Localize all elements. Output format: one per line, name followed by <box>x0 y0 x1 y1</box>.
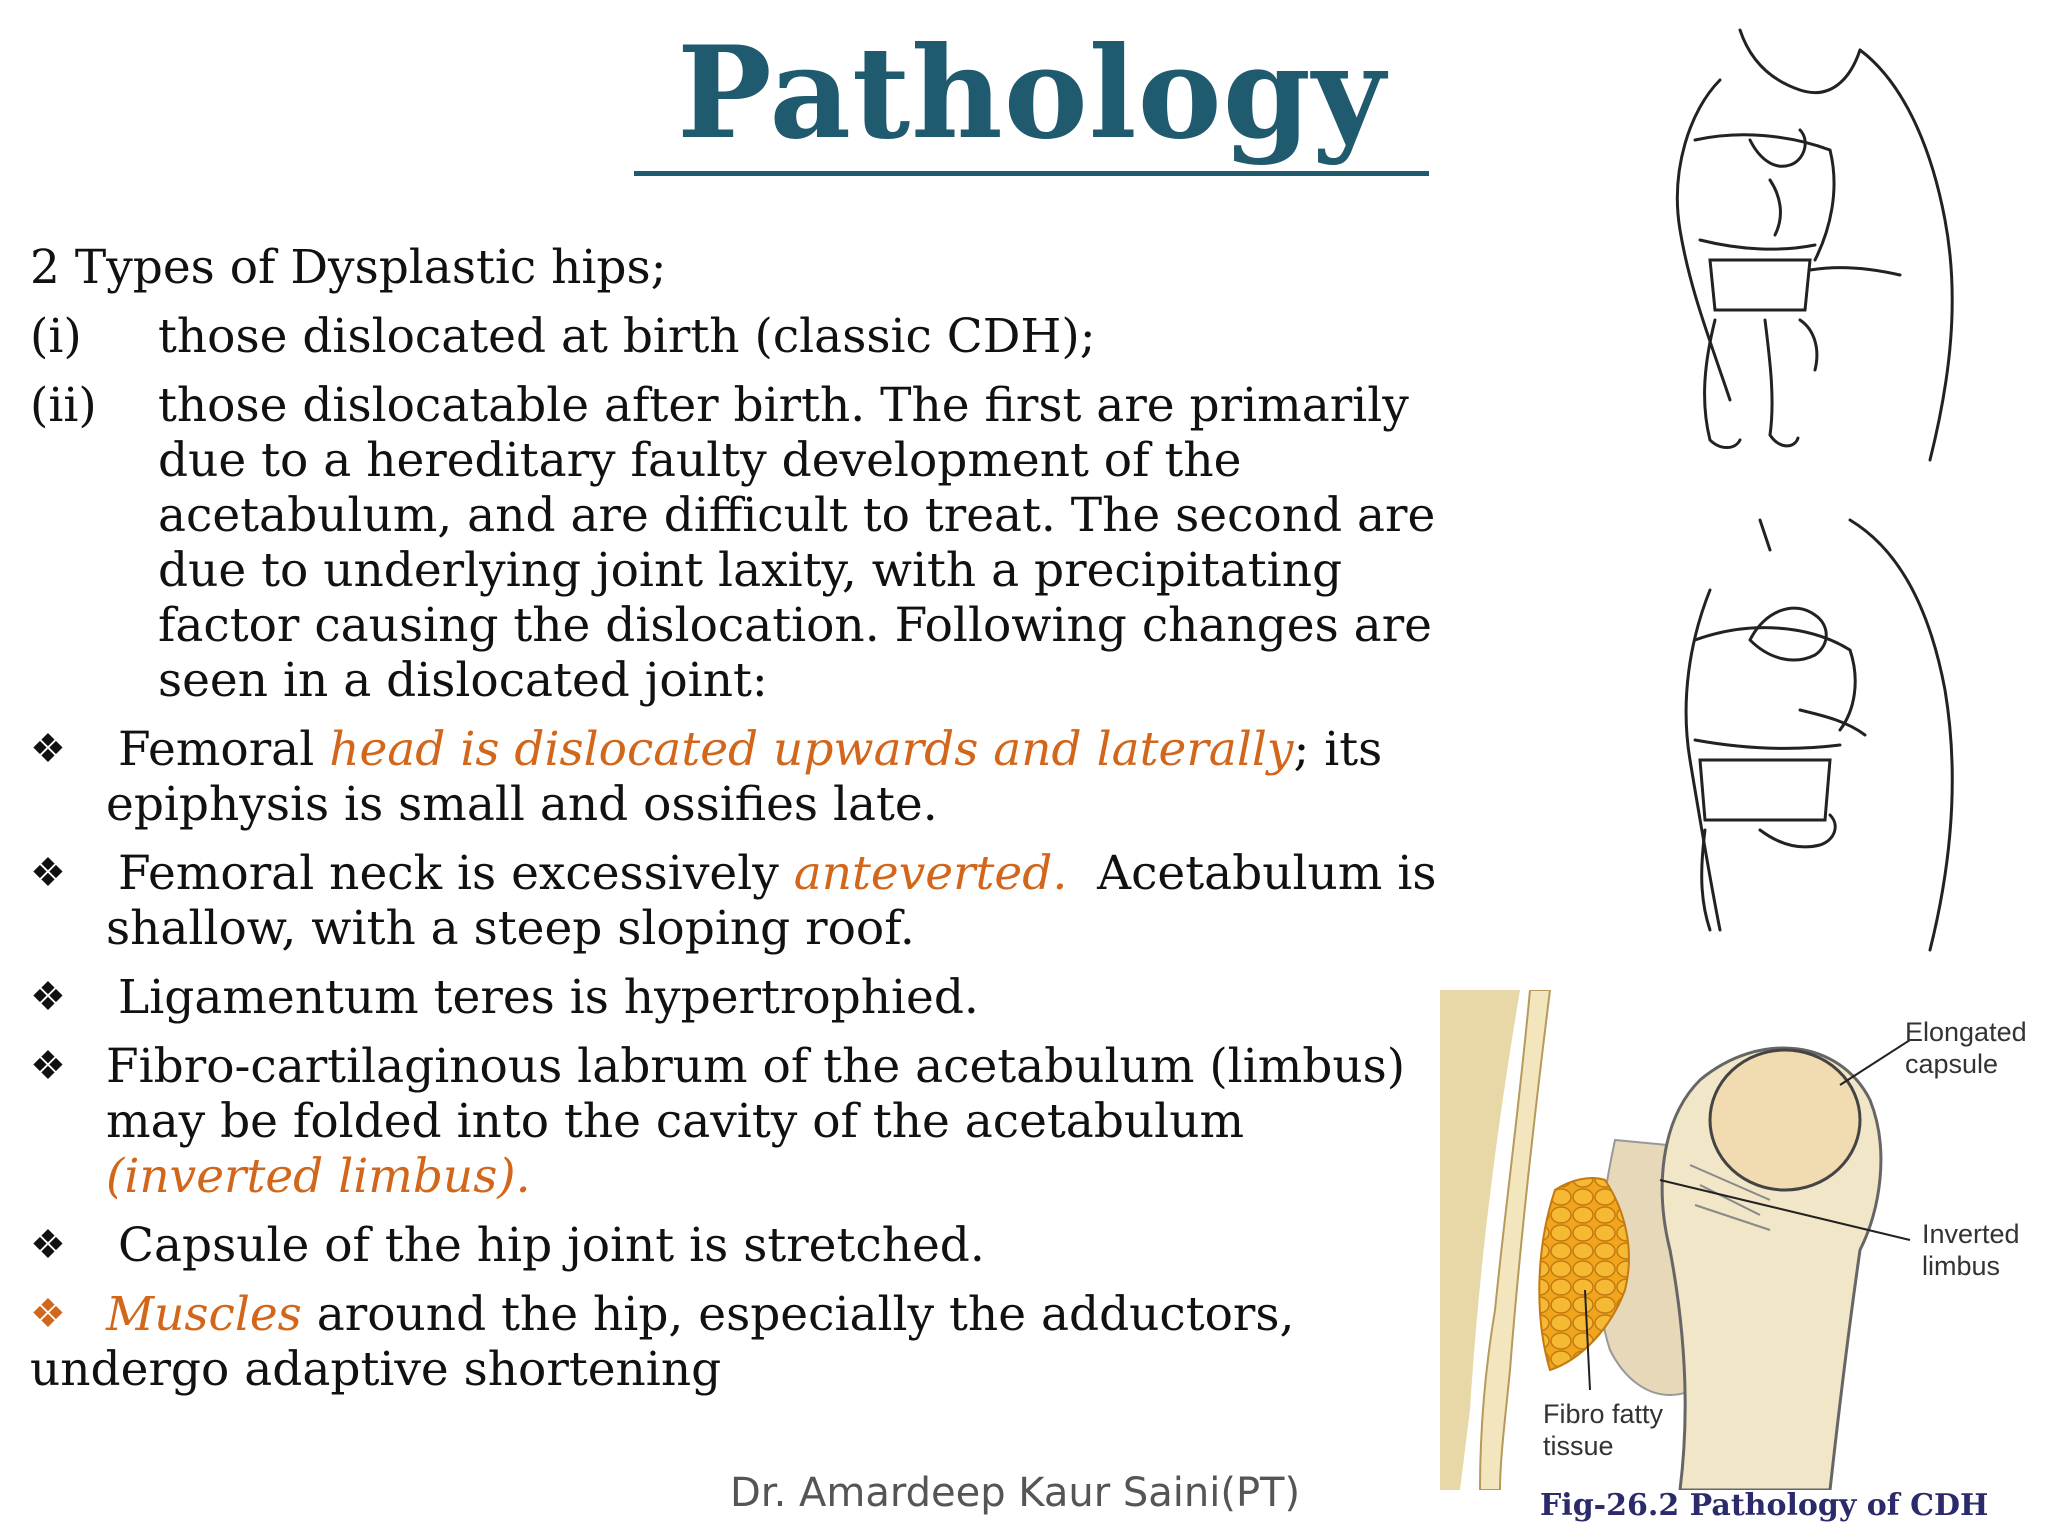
highlight-text: (inverted limbus). <box>106 1149 531 1204</box>
numbered-item-2 <box>30 378 1470 708</box>
bullet-continuation: undergo adaptive shortening <box>30 1342 722 1397</box>
bullet-text: Capsule of the hip joint is stretched. <box>118 1218 985 1273</box>
text-run: Femoral <box>118 722 330 777</box>
diamond-bullet-icon: ❖ <box>30 974 66 1020</box>
baby-carrier-illustration-middle <box>1600 500 2040 960</box>
highlight-text: Muscles <box>106 1287 302 1342</box>
text-run: Fibro-cartilaginous labrum of the acetabulum (limbus) may be folded into the cavity of the acetabulum <box>106 1039 1406 1149</box>
bullet-femoral-head <box>30 722 1470 832</box>
bullet-labrum <box>30 1039 1470 1204</box>
bullet-muscles <box>30 1287 1470 1342</box>
bullet-text <box>106 846 1470 956</box>
diamond-bullet-icon: ❖ <box>30 1291 66 1337</box>
intro-line: 2 Types of Dysplastic hips; <box>30 240 667 295</box>
bullet-text <box>106 722 1470 832</box>
bullet-femoral-neck <box>30 846 1470 956</box>
bullet-text: Ligamentum teres is hypertrophied. <box>118 970 979 1025</box>
item-number: (ii) <box>30 378 97 433</box>
bullet-text <box>106 1039 1470 1204</box>
bullet-ligamentum <box>30 970 1470 1025</box>
bullet-capsule <box>30 1218 1470 1273</box>
title-underline <box>634 171 1429 176</box>
slide-title: Pathology <box>676 19 1387 167</box>
author-footer: Dr. Amardeep Kaur Saini(PT) <box>730 1470 1301 1516</box>
diamond-bullet-icon: ❖ <box>30 1222 66 1268</box>
bullet-text <box>106 1287 1470 1342</box>
label-inverted-limbus: Inverted limbus <box>1922 1219 2020 1281</box>
slide-body <box>30 240 1470 1397</box>
figure-caption: Fig-26.2 Pathology of CDH <box>1540 1488 1989 1523</box>
item-text: those dislocated at birth (classic CDH); <box>158 309 1096 364</box>
highlight-text: anteverted. <box>793 846 1068 901</box>
diamond-bullet-icon: ❖ <box>30 726 66 772</box>
text-run: Acetabulum is shallow, with a steep sloping roof. <box>106 846 1452 956</box>
text-run: ; its epiphysis is small and ossifies late. <box>106 722 1383 832</box>
text-run: Femoral neck is excessively <box>118 846 794 901</box>
highlight-text: head is dislocated upwards and laterally <box>329 722 1294 777</box>
text-run: around the hip, especially the adductors, <box>301 1287 1295 1342</box>
item-text: those dislocatable after birth. The first are primarily due to a hereditary faulty development of the acetabulum, and are difficult to treat. The second are due to underlying joint laxity, with a precipitating factor causing the dislocation. Following changes are seen in a dislocated joint: <box>158 378 1436 708</box>
numbered-item-1 <box>30 309 1470 364</box>
label-elongated-capsule: Elongated capsule <box>1905 1017 2027 1079</box>
diamond-bullet-icon: ❖ <box>30 850 66 896</box>
item-number: (i) <box>30 309 82 364</box>
diamond-bullet-icon: ❖ <box>30 1043 66 1089</box>
baby-carrier-illustration-top <box>1600 20 2040 480</box>
label-fibro-fatty-tissue: Fibro fatty tissue <box>1543 1399 1664 1461</box>
